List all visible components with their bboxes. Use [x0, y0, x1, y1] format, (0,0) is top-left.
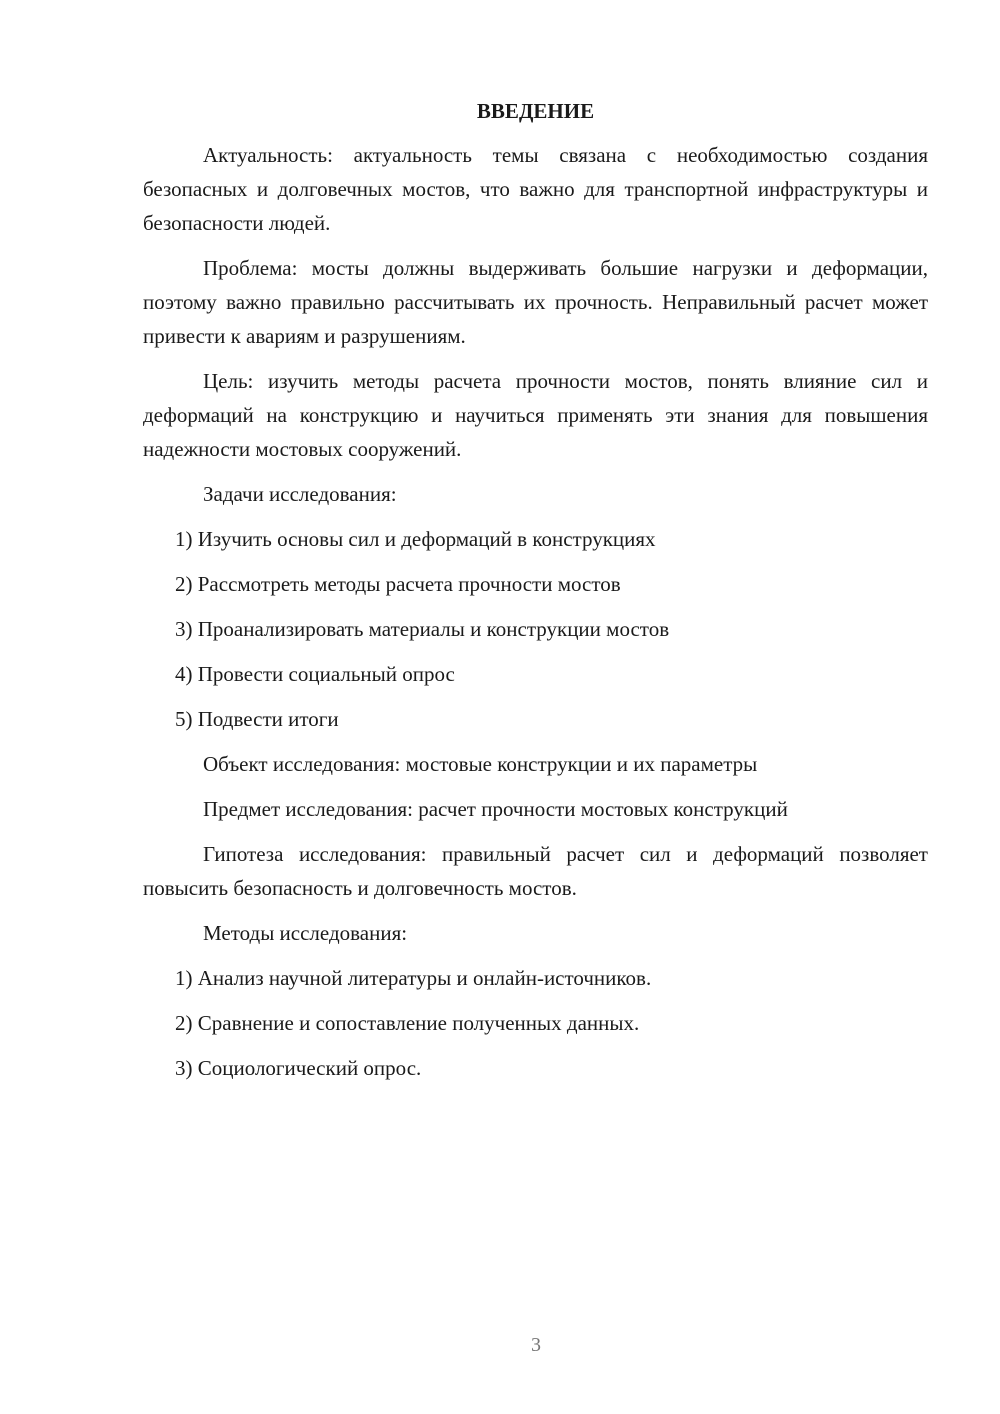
problem-paragraph: Проблема: мосты должны выдерживать большие нагрузки и деформации, поэтому важно правильно рассчитывать их прочность. Неправильный расчет может привести к авариям и разрушениям.: [143, 256, 928, 348]
task-item: 2) Рассмотреть методы расчета прочности мостов: [175, 572, 621, 596]
task-item: 3) Проанализировать материалы и конструкции мостов: [175, 617, 670, 641]
tasks-heading: Задачи исследования:: [203, 482, 397, 506]
subject-paragraph: Предмет исследования: расчет прочности мостовых конструкций: [203, 797, 788, 821]
relevance-paragraph: Актуальность: актуальность темы связана с необходимостью создания безопасных и долговечных мостов, что важно для транспортной инфраструктуры и безопасности людей.: [143, 143, 928, 235]
method-item: 1) Анализ научной литературы и онлайн-источников.: [175, 966, 652, 990]
method-item: 3) Социологический опрос.: [175, 1056, 422, 1080]
page-number: 3: [531, 1334, 541, 1356]
section-title: ВВЕДЕНИЕ: [476, 99, 595, 123]
task-item: 5) Подвести итоги: [175, 707, 339, 731]
method-item: 2) Сравнение и сопоставление полученных данных.: [175, 1011, 640, 1035]
methods-heading: Методы исследования:: [203, 921, 408, 945]
task-item: 4) Провести социальный опрос: [175, 662, 455, 686]
document-page: [143, 96, 928, 1096]
object-paragraph: Объект исследования: мостовые конструкции и их параметры: [203, 752, 758, 776]
task-item: 1) Изучить основы сил и деформаций в конструкциях: [175, 527, 656, 551]
goal-paragraph: Цель: изучить методы расчета прочности мостов, понять влияние сил и деформаций на конструкцию и научиться применять эти знания для повышения надежности мостовых сооружений.: [143, 369, 928, 461]
hypothesis-paragraph: Гипотеза исследования: правильный расчет сил и деформаций позволяет повысить безопасность и долговечность мостов.: [143, 842, 928, 900]
